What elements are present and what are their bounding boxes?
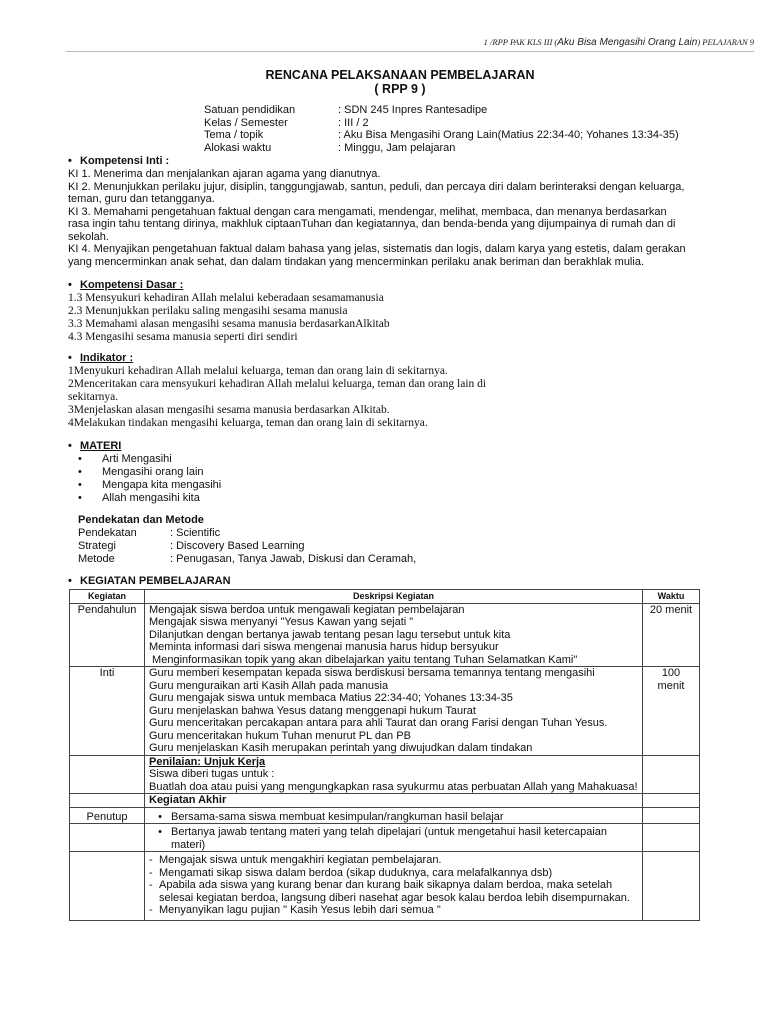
desc-line: Apabila ada siswa yang kurang benar dan kurang baik sikapnya dalam berdoa, maka setelah bbox=[159, 879, 613, 891]
dash-line bbox=[149, 904, 638, 917]
meta-key: Tema / topik bbox=[204, 129, 264, 141]
meta-row bbox=[204, 104, 679, 117]
table-header-row bbox=[70, 590, 700, 604]
materi-item: Mengapa kita mengasihi bbox=[102, 479, 222, 491]
header-suffix: ) PELAJARAN 9 bbox=[697, 37, 754, 47]
table-row bbox=[70, 824, 700, 852]
column-header: Deskripsi Kegiatan bbox=[145, 590, 643, 604]
pm-row bbox=[78, 540, 416, 553]
materi-item: Mengasihi orang lain bbox=[102, 466, 204, 478]
row-description bbox=[145, 603, 643, 667]
header-rule bbox=[66, 51, 754, 52]
list-item bbox=[68, 479, 221, 492]
ki-line: yang mencerminkan anak sehat, dan dalam tindakan yang mencerminkan perilaku anak beriman dan berakhlak mulia. bbox=[68, 255, 644, 268]
row-description bbox=[145, 807, 643, 824]
empty-cell bbox=[643, 794, 700, 808]
desc-line: Guru menceritakan hukum Tuhan menurut PL dan PB bbox=[149, 729, 411, 742]
penilaian-cell bbox=[145, 755, 643, 794]
ki-line: sekolah. bbox=[68, 230, 109, 243]
pm-row bbox=[78, 527, 416, 540]
title-line2: ( RPP 9 ) bbox=[374, 82, 426, 96]
indikator bbox=[68, 352, 486, 430]
bullet-icon: • bbox=[78, 453, 82, 465]
pm-value: : Penugasan, Tanya Jawab, Diskusi dan Ceramah, bbox=[170, 553, 417, 565]
pm-value: : Discovery Based Learning bbox=[170, 540, 305, 552]
materi-heading: MATERI bbox=[80, 440, 122, 452]
empty-cell bbox=[70, 794, 145, 808]
table-row bbox=[70, 794, 700, 808]
pm-key: Pendekatan bbox=[78, 527, 137, 539]
kompetensi-inti bbox=[68, 155, 686, 268]
desc-line: Menginformasikan topik yang akan dibelajarkan yaitu tentang Tuhan Selamatkan Kami" bbox=[149, 653, 578, 666]
desc-line: selesai kegiatan berdoa, langsung diberi nasehat agar besok kalau berdoa lebih disempurnakan. bbox=[159, 891, 630, 904]
indikator-line: 1Menyukuri kehadiran Allah melalui keluarga, teman dan orang lain di sekitarnya. bbox=[68, 365, 448, 377]
pm-key: Strategi bbox=[78, 540, 116, 552]
pm-key: Metode bbox=[78, 553, 115, 565]
meta-value: : Minggu, Jam pelajaran bbox=[338, 141, 456, 154]
desc-line: Siswa diberi tugas untuk : bbox=[149, 768, 275, 780]
ki-line: rasa ingin tahu tentang dirinya, makhluk ciptaanTuhan dan kegiatannya, dan benda-benda yang dijumpainya di rumah dan di bbox=[68, 218, 676, 230]
row-waktu: 20 menit bbox=[643, 603, 700, 667]
kegiatan-table bbox=[69, 589, 700, 921]
kd-line: 4.3 Mengasihi sesama manusia seperti diri sendiri bbox=[68, 331, 298, 343]
bullet-icon: • bbox=[68, 575, 72, 587]
indikator-line: 3Menjelaskan alasan mengasihi sesama manusia berdasarkan Alkitab. bbox=[68, 404, 390, 416]
ki-line: KI 3. Memahami pengetahuan faktual dengan cara mengamati, mendengar, melihat, membaca, dan menanya berdasarkan bbox=[68, 205, 667, 218]
bullet-icon: • bbox=[68, 352, 72, 364]
akhir-heading: Kegiatan Akhir bbox=[145, 794, 643, 808]
header-topic: Aku Bisa Mengasihi Orang Lain bbox=[557, 37, 698, 48]
meta-block bbox=[204, 104, 679, 154]
row-description bbox=[145, 824, 643, 852]
waktu-unit: menit bbox=[657, 679, 685, 692]
kd-line: 3.3 Memahami alasan mengasihi sesama manusia berdasarkanAlkitab bbox=[68, 318, 390, 330]
materi-item: Allah mengasihi kita bbox=[102, 492, 200, 504]
desc-line: Mengamati sikap siswa dalam berdoa (sikap duduknya, cara melafalkannya dsb) bbox=[159, 866, 553, 879]
bullet-icon: • bbox=[68, 155, 72, 167]
meta-key: Satuan pendidikan bbox=[204, 104, 296, 116]
row-description bbox=[145, 852, 643, 921]
kd-line: 2.3 Menunjukkan perilaku saling mengasihi sesama manusia bbox=[68, 305, 348, 317]
desc-line: Mengajak siswa berdoa untuk mengawali kegiatan pembelajaran bbox=[149, 603, 465, 616]
desc-line: Guru mengajak siswa untuk membaca Matius 22:34-40; Yohanes 13:34-35 bbox=[149, 692, 513, 704]
empty-cell bbox=[643, 824, 700, 852]
materi-item: Arti Mengasihi bbox=[102, 453, 172, 465]
desc-line: Meminta informasi dari siswa mengenai manusia harus hidup bersyukur bbox=[149, 641, 499, 653]
desc-line: Guru menguraikan arti Kasih Allah pada manusia bbox=[149, 679, 389, 692]
desc-line: Bersama-sama siswa membuat kesimpulan/rangkuman hasil belajar bbox=[171, 810, 504, 823]
section-heading bbox=[68, 352, 486, 365]
desc-line: Buatlah doa atau puisi yang mengungkapkan rasa syukurmu atas perbuatan Allah yang Mahakuasa! bbox=[149, 780, 638, 793]
meta-key: Alokasi waktu bbox=[204, 141, 272, 154]
kegiatan-heading: KEGIATAN PEMBELAJARAN bbox=[80, 575, 231, 587]
pm-value: : Scientific bbox=[170, 527, 221, 539]
desc-line: Mengajak siswa untuk mengakhiri kegiatan pembelajaran. bbox=[159, 854, 442, 866]
bullet-icon: • bbox=[78, 492, 82, 504]
materi bbox=[68, 440, 221, 505]
kd-line: 1.3 Mensyukuri kehadiran Allah melalui keberadaan sesamamanusia bbox=[68, 292, 384, 304]
table-row bbox=[70, 603, 700, 667]
pendekatan-metode bbox=[78, 514, 416, 566]
dash-line bbox=[149, 879, 638, 892]
bullet-icon: • bbox=[68, 440, 72, 452]
section-heading bbox=[68, 440, 221, 453]
page-header bbox=[484, 37, 754, 48]
row-description bbox=[145, 667, 643, 756]
empty-cell bbox=[643, 807, 700, 824]
ki-line: teman, guru dan tetangganya. bbox=[68, 193, 215, 205]
ki-line: KI 2. Menunjukkan perilaku jujur, disiplin, tanggungjawab, santun, peduli, dan percaya diri dalam berinteraksi dengan keluarga, bbox=[68, 180, 685, 193]
meta-value: : III / 2 bbox=[338, 116, 369, 129]
empty-cell bbox=[643, 852, 700, 921]
ki-line: KI 1. Menerima dan menjalankan ajaran agama yang dianutnya. bbox=[68, 168, 381, 180]
bullet-icon: • bbox=[78, 466, 82, 478]
row-waktu bbox=[643, 667, 700, 756]
meta-key: Kelas / Semester bbox=[204, 116, 288, 129]
indikator-line: 2Menceritakan cara mensyukuri kehadiran Allah melalui keluarga, teman dan orang lain di bbox=[68, 378, 487, 390]
bullet-icon: • bbox=[158, 826, 162, 838]
empty-cell bbox=[70, 755, 145, 794]
dash-icon: - bbox=[149, 879, 153, 891]
table-row bbox=[70, 755, 700, 794]
kegiatan-heading-block bbox=[68, 575, 231, 588]
bullet-icon: • bbox=[78, 479, 82, 491]
dash-line bbox=[149, 867, 638, 880]
desc-line: Mengajak siswa menyanyi "Yesus Kawan yang sejati " bbox=[149, 616, 414, 628]
indikator-heading: Indikator : bbox=[80, 352, 134, 364]
pendekatan-heading: Pendekatan dan Metode bbox=[78, 514, 204, 526]
header-prefix: 1 /RPP PAK KLS III ( bbox=[483, 37, 558, 47]
bullet-icon: • bbox=[158, 810, 162, 823]
dash-icon: - bbox=[149, 904, 153, 916]
row-label: Penutup bbox=[70, 807, 145, 824]
ki-heading: Kompetensi Inti : bbox=[80, 155, 170, 167]
desc-line: Guru menjelaskan Kasih merupakan perintah yang diwujudkan dalam tindakan bbox=[149, 742, 533, 754]
bullet-icon: • bbox=[68, 279, 72, 291]
title-line1: RENCANA PELAKSANAAN PEMBELAJARAN bbox=[265, 68, 535, 82]
bullet-line bbox=[149, 826, 638, 839]
table-row bbox=[70, 852, 700, 921]
row-label: Pendahulun bbox=[70, 603, 145, 667]
dash-icon: - bbox=[149, 866, 153, 879]
pm-row bbox=[78, 553, 416, 566]
column-header: Kegiatan bbox=[70, 590, 145, 604]
empty-cell bbox=[643, 755, 700, 794]
desc-line: Bertanya jawab tentang materi yang telah dipelajari (untuk mengetahui hasil ketercapaian bbox=[171, 826, 607, 838]
meta-row bbox=[204, 142, 679, 155]
section-heading bbox=[68, 155, 686, 168]
desc-line: Guru menceritakan percakapan antara para ahli Taurat dan orang Farisi dengan Tuhan Yesus. bbox=[149, 717, 608, 729]
empty-cell bbox=[70, 824, 145, 852]
indikator-line: sekitarnya. bbox=[68, 391, 119, 403]
section-heading bbox=[68, 575, 231, 588]
kompetensi-dasar bbox=[68, 279, 390, 344]
ki-line: KI 4. Menyajikan pengetahuan faktual dalam bahasa yang jelas, sistematis dan logis, dalam karya yang estetis, dalam gerakan bbox=[68, 243, 686, 255]
meta-row bbox=[204, 117, 679, 130]
table-row bbox=[70, 667, 700, 756]
column-header: Waktu bbox=[643, 590, 700, 604]
list-item bbox=[68, 466, 221, 479]
kd-heading: Kompetensi Dasar : bbox=[80, 279, 184, 291]
list-item bbox=[68, 453, 221, 466]
row-label: Inti bbox=[70, 667, 145, 756]
dash-icon: - bbox=[149, 854, 153, 866]
penilaian-heading: Penilaian: Unjuk Kerja bbox=[149, 755, 266, 768]
meta-value: : Aku Bisa Mengasihi Orang Lain(Matius 22:34-40; Yohanes 13:34-35) bbox=[338, 129, 679, 141]
desc-line: Menyanyikan lagu pujian " Kasih Yesus lebih dari semua " bbox=[159, 904, 441, 916]
empty-cell bbox=[70, 852, 145, 921]
waktu-value: 100 bbox=[661, 667, 681, 679]
meta-row bbox=[204, 129, 679, 142]
section-heading bbox=[68, 279, 390, 292]
meta-value: : SDN 245 Inpres Rantesadipe bbox=[338, 104, 488, 116]
doc-title bbox=[0, 68, 768, 96]
list-item bbox=[68, 492, 221, 505]
desc-line: Dilanjutkan dengan bertanya jawab tentang pesan lagu tersebut untuk kita bbox=[149, 628, 511, 641]
indikator-line: 4Melakukan tindakan mengasihi keluarga, teman dan orang lain di sekitarnya. bbox=[68, 417, 428, 429]
table-row bbox=[70, 807, 700, 824]
desc-line: Guru menjelaskan bahwa Yesus datang menggenapi hukum Taurat bbox=[149, 704, 476, 717]
desc-line: materi) bbox=[171, 838, 206, 851]
dash-line bbox=[149, 854, 638, 867]
desc-line: Guru memberi kesempatan kepada siswa berdiskusi bersama temannya tentang mengasihi bbox=[149, 667, 595, 679]
